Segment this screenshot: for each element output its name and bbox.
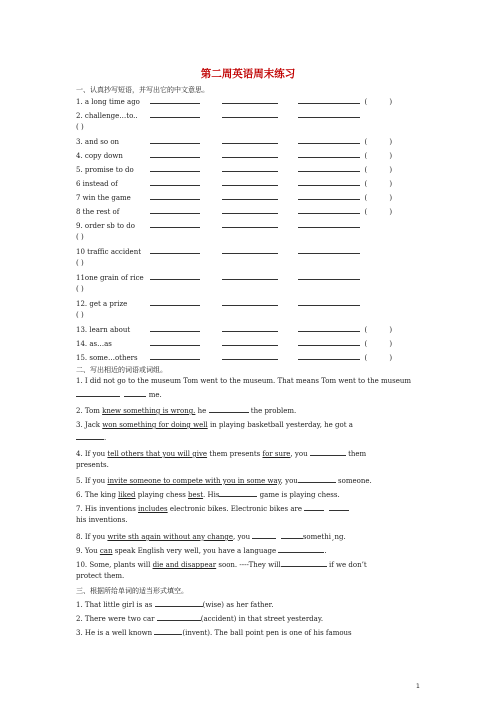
phrase-label: 2. challenge…to.. [76,112,138,120]
answer-blank [150,353,200,360]
phrase-paren: ( ) [360,354,393,362]
answer-blank [150,325,200,332]
answer-blank [298,151,360,158]
phrase-paren: ( ) [76,259,84,267]
fill-2: 2. There were two car (accident) in that street yesterday. [76,615,324,623]
answer-blank [222,207,278,214]
answer-blank [298,353,360,360]
sentence-5: 5. If you invite someone to compete with you in some way, you someone. [76,477,372,485]
phrase-label: 7 win the game [76,194,131,202]
answer-blank [150,193,200,200]
answer-blank [150,165,200,172]
section3-heading: 三、根据所给单词的适当形式填空。 [76,587,188,595]
phrase-label: 8 the rest of [76,208,120,216]
phrase-item [76,221,360,231]
answer-blank [150,339,200,346]
answer-blank [298,193,360,200]
phrase-item [76,353,392,363]
answer-blank [222,339,278,346]
phrase-paren: ( ) [360,326,393,334]
sentence-6: 6. The king liked playing chess best. His game is playing chess. [76,491,340,499]
answer-blank [298,221,360,228]
answer-blank [150,299,200,306]
answer-blank [150,207,200,214]
phrase-item [76,299,360,309]
answer-blank [150,151,200,158]
answer-blank [298,325,360,332]
answer-blank [298,165,360,172]
sentence-9: 9. You can speak English very well, you have a language . [76,547,327,555]
answer-blank [222,325,278,332]
answer-blank [298,137,360,144]
sentence-7-cont: his inventions. [76,516,128,524]
phrase-item [76,247,360,257]
page-number: 1 [416,683,420,690]
answer-blank [222,247,278,254]
phrase-item [76,97,392,107]
answer-blank [222,137,278,144]
answer-blank [150,97,200,104]
answer-blank [150,179,200,186]
phrase-paren: ( ) [360,152,393,160]
answer-blank [298,299,360,306]
answer-blank [150,273,200,280]
answer-blank [298,273,360,280]
phrase-label: 3. and so on [76,138,120,146]
phrase-label: 9. order sb to do [76,222,135,230]
answer-blank [222,193,278,200]
answer-blank [222,273,278,280]
answer-blank [222,111,278,118]
phrase-item [76,111,360,121]
answer-blank [298,207,360,214]
phrase-paren: ( ) [76,123,84,131]
phrase-item [76,165,392,175]
phrase-paren: ( ) [360,166,393,174]
phrase-item [76,339,392,349]
sentence-1-cont: me. [76,390,162,400]
answer-blank [222,221,278,228]
sentence-4: 4. If you tell others that you will give them presents for sure, you them [76,450,367,458]
fill-3: 3. He is a well known (invent). The ball point pen is one of his famous [76,629,352,637]
answer-blank [222,353,278,360]
phrase-paren: ( ) [360,98,393,106]
phrase-label: 14. as…as [76,340,112,348]
answer-blank [150,111,200,118]
sentence-8: 8. If you write sth again without any change, you somethi¸ng. [76,533,346,541]
phrase-label: 15. some…others [76,354,138,362]
phrase-item [76,179,392,189]
phrase-paren: ( ) [360,138,393,146]
answer-blank [222,165,278,172]
answer-blank [222,151,278,158]
sentence-7: 7. His inventions includes electronic bikes. Electronic bikes are [76,504,349,514]
phrase-label: 5. promise to do [76,166,134,174]
section1-heading: 一、认真抄写短语，并写出它的中文意思。 [76,86,209,94]
sentence-1: 1. I did not go to the museum Tom went to the museum. That means Tom went to the museum [76,377,412,385]
phrase-paren: ( ) [360,208,393,216]
phrase-paren: ( ) [76,233,84,241]
page-title: 第二周英语周末练习 [200,68,296,80]
phrase-item [76,193,392,203]
phrase-label: 10 traffic accident [76,248,142,256]
phrase-paren: ( ) [76,311,84,319]
phrase-label: 12. get a prize [76,300,128,308]
phrase-label: 1. a long time ago [76,98,140,106]
sentence-3-cont: . [76,433,106,443]
answer-blank [298,247,360,254]
phrase-item [76,137,392,147]
phrase-item [76,273,360,283]
answer-blank [150,221,200,228]
sentence-10-cont: protect them. [76,572,125,580]
answer-blank [150,247,200,254]
answer-blank [298,339,360,346]
phrase-item [76,325,392,335]
phrase-item [76,207,392,217]
section2-heading: 二、写出相近的词语或词组。 [76,366,167,374]
phrase-label: 6 instead of [76,180,118,188]
answer-blank [298,111,360,118]
answer-blank [222,97,278,104]
answer-blank [298,97,360,104]
fill-1: 1. That little girl is as (wise) as her father. [76,601,274,609]
phrase-label: 4. copy down [76,152,123,160]
answer-blank [150,137,200,144]
phrase-item [76,151,392,161]
phrase-paren: ( ) [76,285,84,293]
answer-blank [222,179,278,186]
phrase-label: 13. learn about [76,326,131,334]
sentence-3: 3. Jack won something for doing well in playing basketball yesterday, he got a [76,421,353,429]
sentence-4-cont: presents. [76,461,109,469]
phrase-paren: ( ) [360,194,393,202]
phrase-paren: ( ) [360,340,393,348]
phrase-label: 11one grain of rice [76,274,144,282]
answer-blank [298,179,360,186]
answer-blank [222,299,278,306]
sentence-2: 2. Tom knew something is wrong. he the problem. [76,407,297,415]
phrase-paren: ( ) [360,180,393,188]
sentence-10: 10. Some, plants will die and disappear soon. ----They will if we don’t [76,561,367,569]
